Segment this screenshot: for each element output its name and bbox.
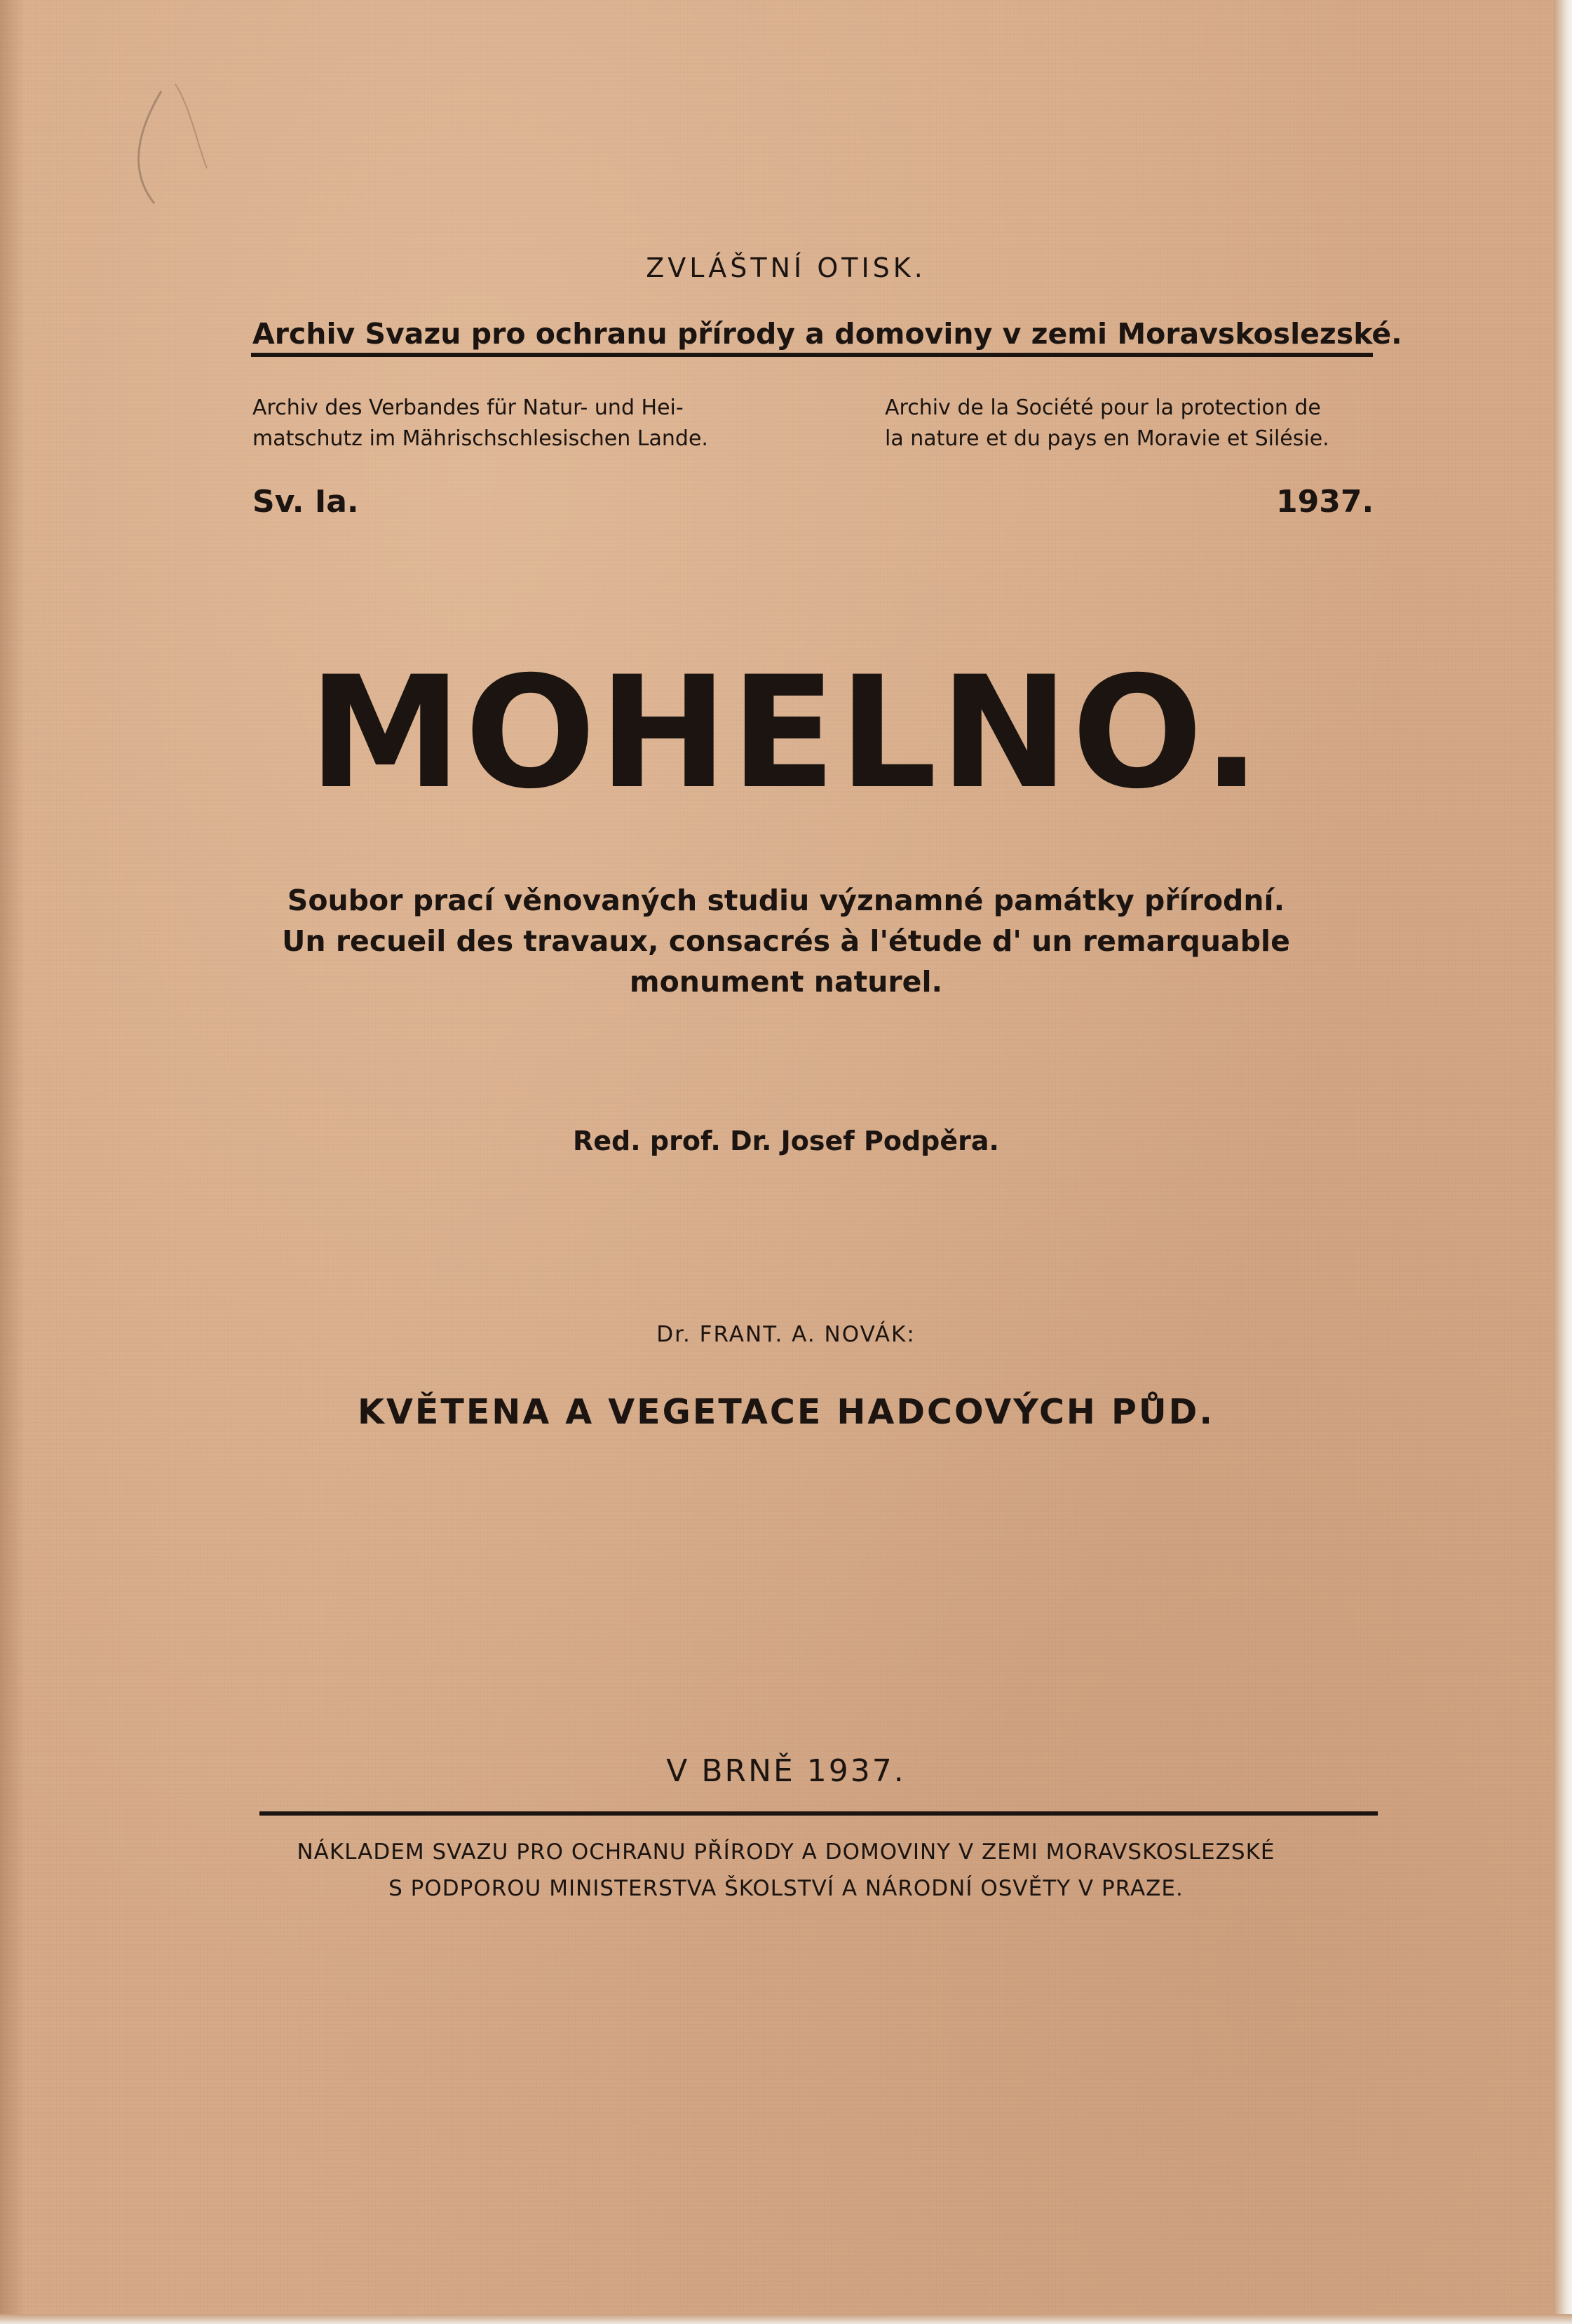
pencil-mark xyxy=(56,63,224,245)
main-title: MOHELNO. xyxy=(308,643,1264,823)
page-edge-right xyxy=(1554,0,1572,2324)
header-rule xyxy=(251,353,1373,357)
author-line: Dr. FRANT. A. NOVÁK: xyxy=(656,1322,916,1347)
subtitle-line-3: monument naturel. xyxy=(629,965,943,999)
publisher-info xyxy=(0,1834,1572,1907)
spine-shadow xyxy=(0,0,25,2324)
editor-line: Red. prof. Dr. Josef Podpěra. xyxy=(573,1126,999,1156)
archive-german-line-2: matschutz im Mährischschlesischen Lande. xyxy=(252,426,708,451)
archive-german-line-1: Archiv des Verbandes für Natur- und Hei- xyxy=(252,396,684,420)
page-edge-bottom xyxy=(0,2314,1572,2324)
volume-number: Sv. Ia. xyxy=(252,484,359,520)
subtitle-line-1: Soubor prací věnovaných studiu významné památky přírodní. xyxy=(287,884,1285,917)
place-and-year: V BRNĚ 1937. xyxy=(666,1753,906,1789)
work-title: KVĚTENA A VEGETACE HADCOVÝCH PŮD. xyxy=(358,1392,1214,1432)
archive-french-line-1: Archiv de la Société pour la protection de xyxy=(885,396,1321,420)
special-print-label: ZVLÁŠTNÍ OTISK. xyxy=(646,252,926,283)
publisher-line-2: S PODPOROU MINISTERSTVA ŠKOLSTVÍ A NÁRODNÍ OSVĚTY V PRAZE. xyxy=(388,1876,1184,1901)
archive-french-line-2: la nature et du pays en Moravie et Silésie. xyxy=(885,426,1329,451)
archive-title-german xyxy=(252,393,708,454)
subtitle-line-2: Un recueil des travaux, consacrés à l'étude d' un remarquable xyxy=(282,924,1290,958)
footer-rule xyxy=(259,1811,1378,1816)
subtitle xyxy=(0,880,1572,1002)
volume-year: 1937. xyxy=(1276,484,1374,520)
publisher-line-1: NÁKLADEM SVAZU PRO OCHRANU PŘÍRODY A DOMOVINY V ZEMI MORAVSKOSLEZSKÉ xyxy=(297,1839,1275,1865)
archive-title-czech: Archiv Svazu pro ochranu přírody a domoviny v zemi Moravskoslezské. xyxy=(252,317,1402,351)
archive-title-french xyxy=(885,393,1329,454)
